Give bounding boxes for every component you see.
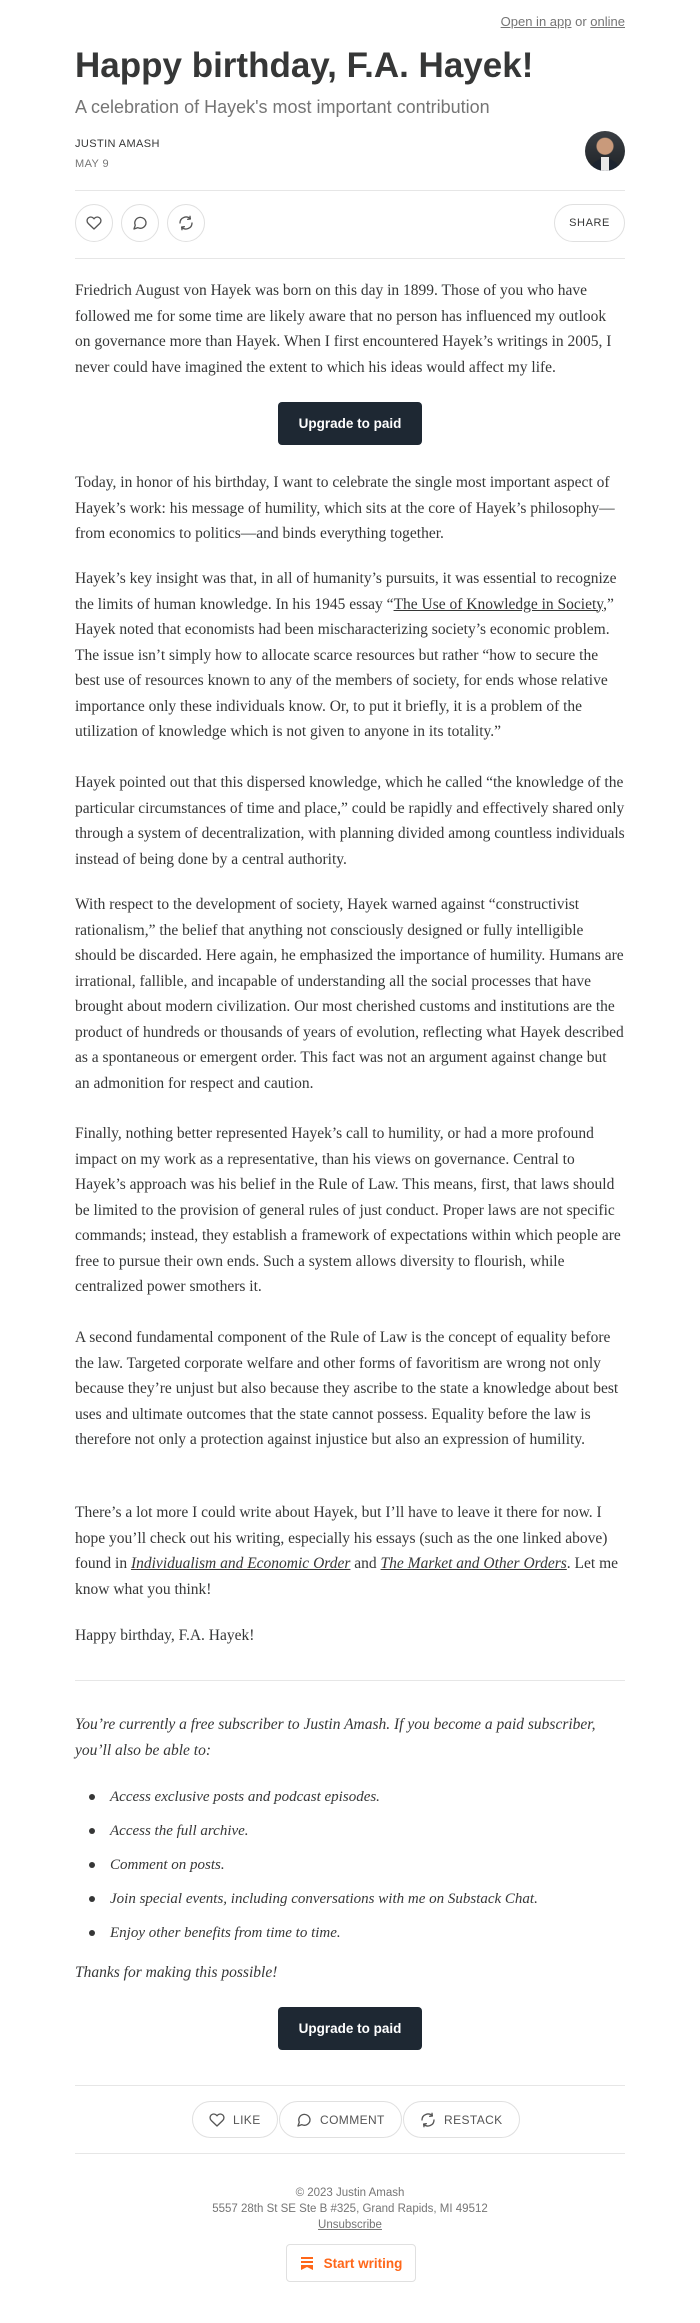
heart-icon	[86, 215, 102, 231]
footer	[0, 2185, 700, 2233]
restack-icon	[178, 215, 194, 231]
substack-logo-icon	[300, 2256, 314, 2270]
comment-pill-button[interactable]	[279, 2101, 402, 2138]
subscriber-intro: You’re currently a free subscriber to Justin Amash. If you become a paid subscriber, you’ll also be able to:	[75, 1716, 596, 1759]
paragraph-3-text-b: ,” Hayek noted that economists had been mischaracterizing society’s economic problem. The issue isn’t simply how to allocate scarce resources but rather “how to secure the best use of resources known to any of the members of society, for ends whose relative importance only these individuals know. Or, to put it briefly, it is a problem of the utilization of knowledge which is not given to anyone in its totality.”	[75, 595, 614, 740]
like-button[interactable]	[75, 204, 113, 242]
divider	[75, 2153, 625, 2154]
like-label: LIKE	[233, 2112, 261, 2127]
comment-button[interactable]	[121, 204, 159, 242]
paragraph	[75, 892, 625, 1096]
paragraph-8-and: and	[350, 1555, 381, 1572]
comment-icon	[296, 2112, 312, 2128]
post-title[interactable]: Happy birthday, F.A. Hayek!	[75, 46, 534, 85]
paragraph-8-text-b: . Let me know what you think!	[75, 1555, 619, 1598]
paragraph	[75, 470, 625, 547]
paragraph	[75, 1325, 625, 1453]
top-links	[501, 14, 625, 29]
address-text: 5557 28th St SE Ste B #325, Grand Rapids, MI 49512	[212, 2203, 488, 2215]
upgrade-button[interactable]: Upgrade to paid	[278, 402, 422, 445]
list-item: Join special events, including conversations with me on Substack Chat.	[110, 1888, 610, 1922]
individualism-link[interactable]: Individualism and Economic Order	[130, 1555, 351, 1572]
list-item: Comment on posts.	[110, 1854, 610, 1888]
unsubscribe-link[interactable]: Unsubscribe	[318, 2219, 382, 2231]
market-orders-link[interactable]: The Market and Other Orders	[380, 1555, 567, 1572]
avatar[interactable]	[585, 131, 625, 171]
paragraph-3-text-a: Hayek’s key insight was that, in all of humanity’s pursuits, it was essential to recognize the limits of human knowledge. In his 1945 essay “	[75, 570, 617, 613]
share-button[interactable]: SHARE	[554, 204, 625, 242]
paragraph	[75, 770, 625, 872]
like-pill-button[interactable]	[192, 2101, 278, 2138]
paragraph-8-text-a: There’s a lot more I could write about Hayek, but I’ll have to leave it there for now. I hope you’ll check out his writing, especially his essays (such as the one linked above) found in	[75, 1504, 608, 1572]
divider	[75, 258, 625, 259]
list-item: Access the full archive.	[110, 1820, 610, 1854]
paragraph-1: Friedrich August von Hayek was born on this day in 1899. Those of you who have followed me for some time are likely aware that no person has influenced my outlook on governance more than Hayek. When I first encountered Hayek’s writings in 2005, I never could have imagined the extent to which his ideas would affect my life.	[75, 282, 612, 376]
comment-label: COMMENT	[320, 2112, 385, 2127]
paragraph	[75, 1121, 625, 1300]
paragraph-4: Hayek pointed out that this dispersed knowledge, which he called “the knowledge of the particular circumstances of time and place,” could be rapidly and effectively shared only through a system of decentralization, with planning divided among countless individuals instead of being done by a central authority.	[75, 774, 625, 868]
list-item: Enjoy other benefits from time to time.	[110, 1922, 610, 1956]
comment-icon	[132, 215, 148, 231]
paragraph	[75, 1623, 625, 1649]
divider	[75, 2085, 625, 2086]
upgrade-button[interactable]: Upgrade to paid	[278, 2007, 422, 2050]
open-in-app-link[interactable]: Open in app	[500, 14, 572, 29]
divider	[75, 190, 625, 191]
divider	[75, 1680, 625, 1681]
post-date: MAY 9	[75, 158, 109, 170]
list-item: Access exclusive posts and podcast episodes.	[110, 1786, 610, 1820]
paragraph-6: Finally, nothing better represented Hayek’s call to humility, or had a more profound impact on my work as a representative, than his views on governance. Central to Hayek’s approach was his belief in the Rule of Law. This means, first, that laws should be limited to the provision of general rules of just conduct. Proper laws are not specific commands; instead, they establish a framework of expectations within which people are free to pursue their own ends. Such a system allows diversity to flourish, while centralized power smothers it.	[75, 1125, 621, 1295]
online-link[interactable]: online	[590, 14, 625, 29]
benefits-list	[110, 1786, 610, 1956]
thanks-text: Thanks for making this possible!	[75, 1964, 278, 1981]
restack-pill-button[interactable]	[403, 2101, 520, 2138]
paragraph-3	[75, 566, 625, 745]
paragraph-8	[75, 1500, 625, 1602]
paragraph-9: Happy birthday, F.A. Hayek!	[75, 1627, 255, 1644]
or-text: or	[575, 14, 587, 29]
author-name[interactable]: JUSTIN AMASH	[75, 138, 160, 150]
paragraph-5: With respect to the development of society, Hayek warned against “constructivist rationalism,” the belief that anything not consciously designed or fully intelligible should be discarded. Here again, he emphasized the importance of humility. Humans are irrational, fallible, and incapable of understanding all the social processes that have brought about modern civilization. Our most cherished customs and institutions are the product of hundreds or thousands of years of evolution, reflecting what Hayek described as a spontaneous or emergent order. This fact was not an argument against change but an admonition for respect and caution.	[75, 896, 624, 1092]
restack-icon	[420, 2112, 436, 2128]
paragraph	[75, 278, 625, 380]
paragraph-2: Today, in honor of his birthday, I want to celebrate the single most important aspect of Hayek’s work: his message of humility, which sits at the core of Hayek’s philosophy—from economics to politics—and binds everything together.	[75, 474, 615, 542]
start-writing-button[interactable]	[286, 2244, 416, 2282]
paragraph-7: A second fundamental component of the Rule of Law is the concept of equality before the law. Targeted corporate welfare and other forms of favoritism are wrong not only because they’re unjust but also because they ascribe to the state a knowledge about best uses and ultimate outcomes that the state cannot possess. Equality before the law is therefore not only a protection against injustice but also an expression of humility.	[75, 1329, 619, 1448]
post-subtitle: A celebration of Hayek's most important contribution	[75, 97, 490, 117]
restack-label: RESTACK	[444, 2112, 503, 2127]
use-of-knowledge-link[interactable]: The Use of Knowledge in Society	[393, 595, 604, 613]
copyright-text: © 2023 Justin Amash	[295, 2187, 405, 2199]
start-writing-label: Start writing	[323, 2255, 403, 2271]
restack-button[interactable]	[167, 204, 205, 242]
heart-icon	[209, 2112, 225, 2128]
